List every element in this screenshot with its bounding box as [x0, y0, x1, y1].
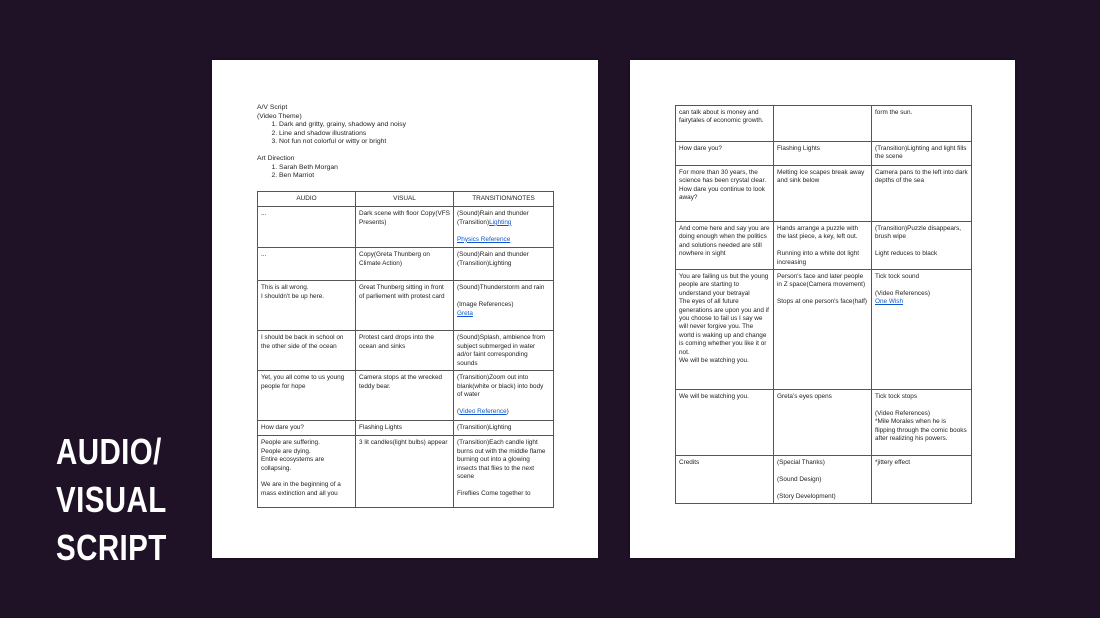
audio-cell: ...	[258, 248, 356, 281]
list-item: 1. Dark and gritty, grainy, shadowy and noisy	[279, 121, 577, 130]
audio-cell: People are suffering. People are dying. Entire ecosystems are collapsing. We are in the beginning of a mass extinction and all you	[258, 436, 356, 508]
audio-cell: For more than 30 years, the science has been crystal clear. How dare you continue to look away?	[676, 166, 774, 222]
table-row	[258, 281, 554, 331]
slide-title: AUDIO/ VISUAL SCRIPT	[56, 431, 167, 568]
notes-cell	[454, 371, 554, 421]
visual-cell: Protest card drops into the ocean and sinks	[356, 331, 454, 371]
table-row	[676, 106, 972, 142]
script-page-2	[630, 60, 1015, 558]
audio-cell: We will be watching you.	[676, 390, 774, 456]
visual-cell: Person's face and later people in Z space(Camera movement) Stops at one person's face(half)	[774, 270, 872, 390]
audio-cell: Credits	[676, 456, 774, 504]
audio-cell: can talk about is money and fairytales of economic growth.	[676, 106, 774, 142]
doc-title: A/V Script	[257, 104, 288, 111]
visual-cell: Flashing Lights	[356, 421, 454, 436]
visual-cell: Copy(Greta Thunberg on Climate Action)	[356, 248, 454, 281]
art-direction-list	[257, 164, 577, 181]
lighting-link[interactable]: Lighting	[489, 218, 512, 226]
table-row	[676, 222, 972, 270]
visual-cell: Dark scene with floor Copy(VFS Presents)	[356, 207, 454, 248]
notes-cell: Tick tock stops (Video References) *Mile Morales when he is flipping through the comic books after realizing his powers.	[872, 390, 972, 456]
list-item: 1. Sarah Beth Morgan	[279, 164, 577, 173]
video-theme-label: (Video Theme)	[257, 112, 302, 120]
table-row	[258, 436, 554, 508]
column-header-audio: AUDIO	[258, 192, 356, 207]
visual-cell: Flashing Lights	[774, 142, 872, 166]
notes-text: )	[506, 408, 509, 416]
table-row	[258, 207, 554, 248]
visual-cell	[774, 106, 872, 142]
document-header	[257, 104, 577, 181]
table-row	[258, 371, 554, 421]
notes-cell: (Transition)Lighting and light fills the scene	[872, 142, 972, 166]
visual-cell: Camera stops at the wrecked teddy bear.	[356, 371, 454, 421]
notes-cell: (Sound)Rain and thunder (Transition)Lighting	[454, 248, 554, 281]
table-row	[258, 248, 554, 281]
visual-cell: 3 lit candles(light bulbs) appear	[356, 436, 454, 508]
notes-cell: Camera pans to the left into dark depths of the sea	[872, 166, 972, 222]
table-row	[676, 270, 972, 390]
table-row	[258, 331, 554, 371]
column-header-notes: TRANSITION/NOTES	[454, 192, 554, 207]
list-item: 2. Line and shadow illustrations	[279, 130, 577, 139]
av-script-table	[257, 191, 554, 508]
audio-cell: I should be back in school on the other side of the ocean	[258, 331, 356, 371]
visual-cell: (Special Thanks) (Sound Design) (Story Development)	[774, 456, 872, 504]
table-row	[676, 166, 972, 222]
audio-cell: ...	[258, 207, 356, 248]
audio-cell: Yet, you all come to us young people for hope	[258, 371, 356, 421]
table-row	[676, 390, 972, 456]
table-row	[676, 456, 972, 504]
column-header-visual: VISUAL	[356, 192, 454, 207]
notes-text: (Transition)Zoom out into blank(white or black) into body of water (	[457, 374, 544, 416]
audio-cell: And come here and say you are doing enough when the politics and solutions needed are still nowhere in sight	[676, 222, 774, 270]
audio-cell: This is all wrong. I shouldn't be up here.	[258, 281, 356, 331]
notes-cell: (Sound)Splash, ambience from subject submerged in water ad/or faint corresponding sounds	[454, 331, 554, 371]
greta-link[interactable]: Greta	[457, 309, 473, 317]
visual-cell: Greta's eyes opens	[774, 390, 872, 456]
notes-cell: (Transition)Puzzle disappears, brush wipe Light reduces to black	[872, 222, 972, 270]
table-row	[676, 142, 972, 166]
physics-reference-link[interactable]: Physics Reference	[457, 235, 511, 243]
visual-cell: Melting Ice scapes break away and sink below	[774, 166, 872, 222]
visual-cell: Hands arrange a puzzle with the last piece, a key, left out. Running into a white dot light increasing	[774, 222, 872, 270]
notes-cell: (Transition)Each candle light burns out with the middle flame burning out into a glowing insects that flies to the next scene Fireflies Come together to	[454, 436, 554, 508]
notes-cell: (Transition)Lighting	[454, 421, 554, 436]
table-row	[258, 421, 554, 436]
list-item: 2. Ben Marriot	[279, 172, 577, 181]
notes-cell	[872, 270, 972, 390]
audio-cell: You are failing us but the young people are starting to understand your betrayal The eyes of all future generations are upon you and if you choose to fail us I say we will never forgive you. The world is waking up and change is coming whether you like it or not. We will be watching you.	[676, 270, 774, 390]
table-header-row	[258, 192, 554, 207]
notes-cell	[454, 207, 554, 248]
notes-text: (Sound)Thunderstorm and rain (Image References)	[457, 284, 545, 309]
notes-text: Tick tock sound (Video References)	[875, 273, 930, 297]
video-theme-list	[257, 121, 577, 147]
one-wish-link[interactable]: One Wish	[875, 298, 904, 306]
audio-cell: How dare you?	[676, 142, 774, 166]
notes-cell: *jittery effect	[872, 456, 972, 504]
video-reference-link[interactable]: Video Reference	[459, 408, 507, 416]
notes-cell	[454, 281, 554, 331]
visual-cell: Great Thunberg sitting in front of parliement with protest card	[356, 281, 454, 331]
art-direction-label: Art Direction	[257, 154, 295, 162]
list-item: 3. Not fun not colorful or witty or bright	[279, 138, 577, 147]
notes-cell: form the sun.	[872, 106, 972, 142]
av-script-table-continued	[675, 105, 972, 504]
audio-cell: How dare you?	[258, 421, 356, 436]
script-page-1	[212, 60, 598, 558]
notes-text: (Sound)Rain and thunder (Transition)	[457, 210, 529, 226]
